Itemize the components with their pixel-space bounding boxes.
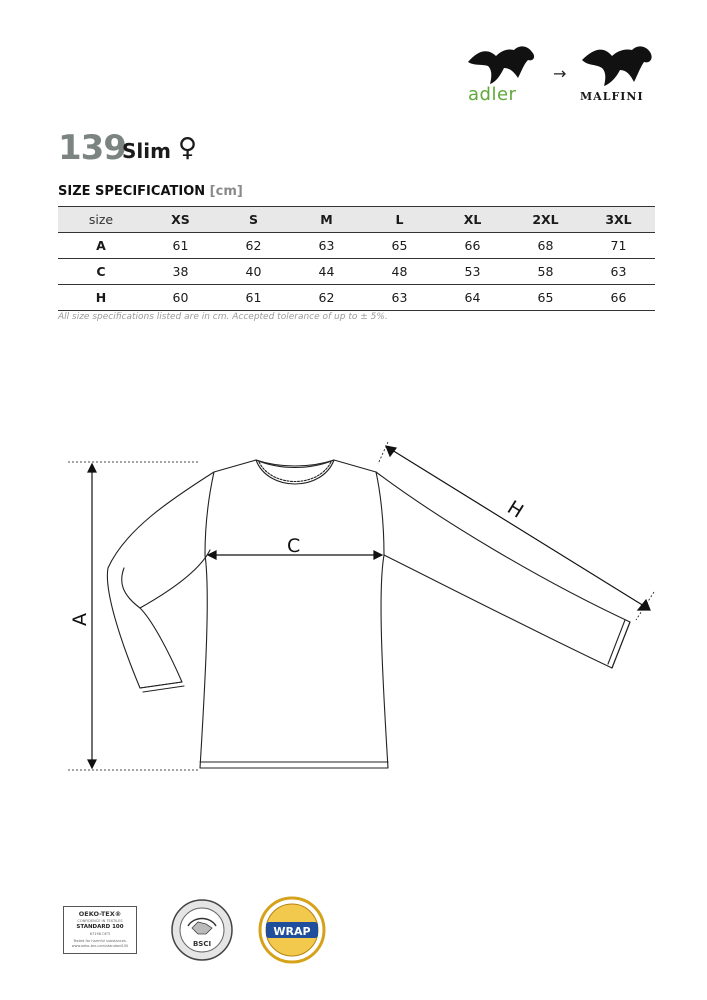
adler-logo-text: adler xyxy=(468,84,517,105)
row-label: A xyxy=(58,233,144,259)
garment-body-outline xyxy=(200,460,388,768)
oeko-tex-badge xyxy=(63,906,137,954)
oeko-sub: CONFIDENCE IN TEXTILES xyxy=(77,919,123,923)
table-header-cell: S xyxy=(217,207,290,233)
table-header-cell: XS xyxy=(144,207,217,233)
table-row xyxy=(58,259,655,285)
malfini-logo-text: MALFINI xyxy=(580,90,644,103)
table-cell: 62 xyxy=(290,285,363,311)
table-cell: 68 xyxy=(509,233,582,259)
malfini-bird-icon xyxy=(580,42,656,88)
oeko-note: Tested for harmful substances. www.oeko-tex.com/standard100 xyxy=(71,939,129,948)
table-cell: 48 xyxy=(363,259,436,285)
tolerance-footnote: All size specifications listed are in cm. Accepted tolerance of up to ± 5%. xyxy=(58,312,388,322)
table-cell: 71 xyxy=(582,233,655,259)
table-cell: 66 xyxy=(582,285,655,311)
arrow-icon: → xyxy=(553,64,567,83)
table-row xyxy=(58,285,655,311)
spec-heading-text: SIZE SPECIFICATION xyxy=(58,184,206,199)
table-header-cell: size xyxy=(58,207,144,233)
table-cell: 53 xyxy=(436,259,509,285)
table-cell: 62 xyxy=(217,233,290,259)
wrap-label: WRAP xyxy=(273,925,311,938)
table-cell: 63 xyxy=(290,233,363,259)
table-cell: 38 xyxy=(144,259,217,285)
table-cell: 65 xyxy=(509,285,582,311)
table-cell: 63 xyxy=(363,285,436,311)
spec-unit: [cm] xyxy=(209,184,243,199)
table-header-cell: XL xyxy=(436,207,509,233)
measure-h-line xyxy=(392,450,644,606)
table-cell: 65 xyxy=(363,233,436,259)
table-header-cell: L xyxy=(363,207,436,233)
table-cell: 63 xyxy=(582,259,655,285)
label-c: C xyxy=(287,535,301,557)
garment-diagram xyxy=(0,420,707,790)
garment-left-sleeve xyxy=(107,472,214,688)
adler-bird-icon xyxy=(466,42,538,86)
label-a: A xyxy=(69,613,91,626)
bsci-badge xyxy=(170,898,234,962)
spec-heading xyxy=(58,184,243,199)
table-cell: 64 xyxy=(436,285,509,311)
table-header-row xyxy=(58,207,655,233)
table-cell: 61 xyxy=(144,233,217,259)
product-name: Slim xyxy=(122,139,171,163)
table-header-cell: 2XL xyxy=(509,207,582,233)
row-label: C xyxy=(58,259,144,285)
garment-right-sleeve xyxy=(376,472,630,668)
table-cell: 61 xyxy=(217,285,290,311)
table-header-cell: 3XL xyxy=(582,207,655,233)
table-cell: 44 xyxy=(290,259,363,285)
table-cell: 66 xyxy=(436,233,509,259)
bsci-label: BSCI xyxy=(192,940,212,948)
table-header-cell: M xyxy=(290,207,363,233)
table-cell: 58 xyxy=(509,259,582,285)
table-cell: 60 xyxy=(144,285,217,311)
wrap-badge xyxy=(258,896,326,964)
oeko-standard: STANDARD 100 xyxy=(76,924,124,930)
row-label: H xyxy=(58,285,144,311)
female-icon: ♀ xyxy=(178,133,198,163)
oeko-code: 67198 OETI xyxy=(89,932,111,936)
table-row xyxy=(58,233,655,259)
product-number: 139 xyxy=(58,128,126,168)
label-h: H xyxy=(503,496,528,523)
oeko-title: OEKO-TEX® xyxy=(78,910,122,918)
table-cell: 40 xyxy=(217,259,290,285)
size-table xyxy=(58,206,655,311)
